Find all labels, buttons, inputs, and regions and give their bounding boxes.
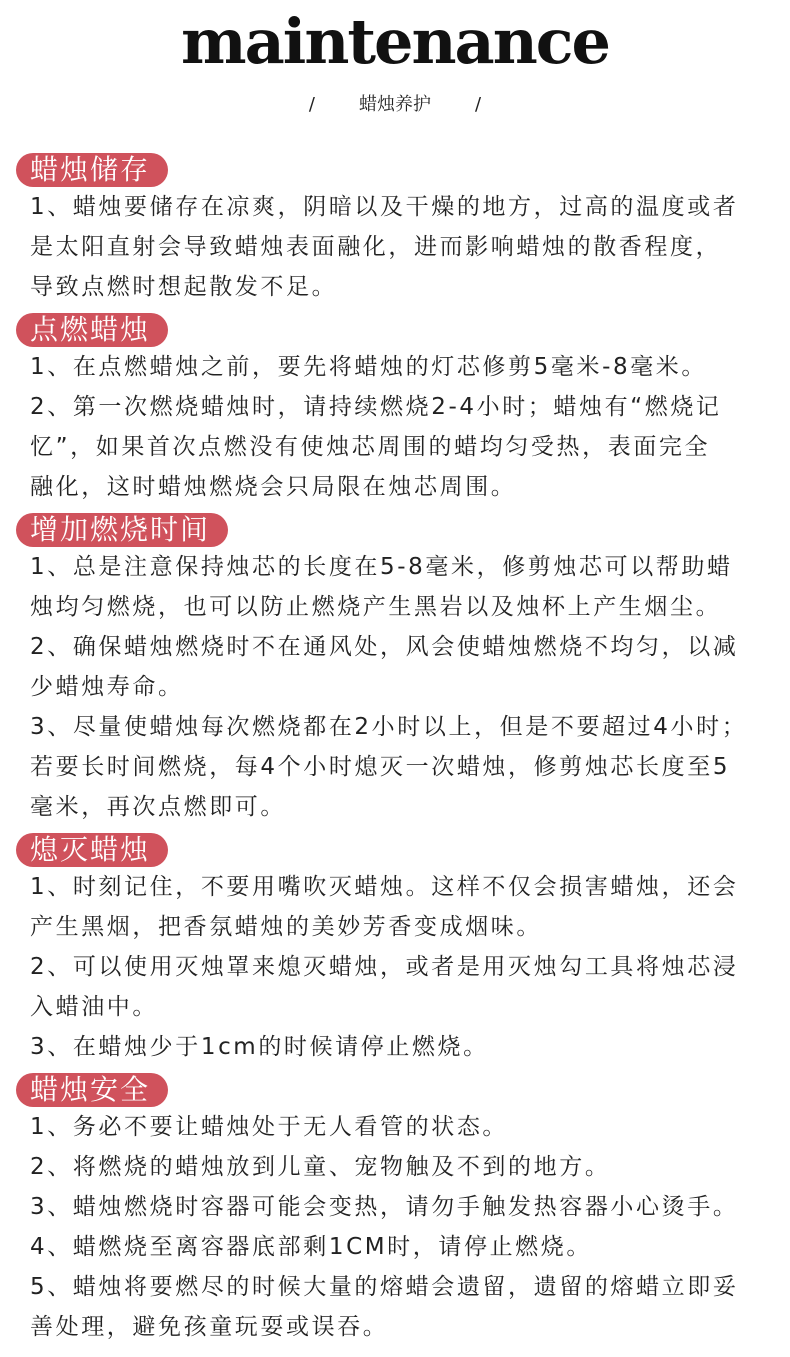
paragraph-line: 烛均匀燃烧，也可以防止燃烧产生黑岩以及烛杯上产生烟尘。: [30, 594, 722, 620]
section-heading: 蜡烛安全: [16, 1073, 168, 1107]
paragraph-line: 产生黑烟，把香氛蜡烛的美妙芳香变成烟味。: [30, 914, 542, 940]
paragraph-line: 毫米，再次点燃即可。: [30, 794, 286, 820]
paragraph-line: 3、尽量使蜡烛每次燃烧都在2小时以上，但是不要超过4小时；: [30, 714, 748, 740]
paragraph-line: 少蜡烛寿命。: [30, 674, 184, 700]
section-heading: 熄灭蜡烛: [16, 833, 168, 867]
paragraph-line: 5、蜡烛将要燃尽的时候大量的熔蜡会遗留，遗留的熔蜡立即妥: [30, 1274, 739, 1300]
subtitle-text: 蜡烛养护: [359, 94, 431, 115]
paragraph-line: 2、可以使用灭烛罩来熄灭蜡烛，或者是用灭烛勾工具将烛芯浸: [30, 954, 739, 980]
paragraph-line: 2、将燃烧的蜡烛放到儿童、宠物触及不到的地方。: [30, 1154, 611, 1180]
paragraph-line: 入蜡油中。: [30, 994, 158, 1020]
section-extinguish: [0, 833, 790, 1067]
paragraph-line: 善处理，避免孩童玩耍或误吞。: [30, 1314, 389, 1340]
section-heading: 增加燃烧时间: [16, 513, 228, 547]
section-storage: [0, 153, 790, 307]
page-subtitle: [0, 90, 790, 116]
paragraph-line: 忆”，如果首次点燃没有使烛芯周围的蜡均匀受热，表面完全: [30, 434, 711, 460]
slash-right: /: [475, 94, 482, 115]
paragraph-line: 3、在蜡烛少于1cm的时候请停止燃烧。: [30, 1034, 489, 1060]
paragraph-line: 融化，这时蜡烛燃烧会只局限在烛芯周围。: [30, 474, 517, 500]
paragraph-line: 1、务必不要让蜡烛处于无人看管的状态。: [30, 1114, 509, 1140]
paragraph-line: 1、总是注意保持烛芯的长度在5-8毫米，修剪烛芯可以帮助蜡: [30, 554, 733, 580]
paragraph-line: 4、蜡燃烧至离容器底部剩1CM时，请停止燃烧。: [30, 1234, 592, 1260]
paragraph-line: 2、确保蜡烛燃烧时不在通风处，风会使蜡烛燃烧不均匀，以减: [30, 634, 739, 660]
page-title: maintenance: [180, 5, 609, 78]
section-heading: 蜡烛储存: [16, 153, 168, 187]
paragraph-line: 导致点燃时想起散发不足。: [30, 274, 338, 300]
slash-left: /: [308, 94, 315, 115]
paragraph-line: 1、时刻记住，不要用嘴吹灭蜡烛。这样不仅会损害蜡烛，还会: [30, 874, 739, 900]
paragraph-line: 是太阳直射会导致蜡烛表面融化，进而影响蜡烛的散香程度，: [30, 234, 722, 260]
paragraph-line: 1、蜡烛要储存在凉爽，阴暗以及干燥的地方，过高的温度或者: [30, 194, 739, 220]
section-burn-time: [0, 513, 790, 827]
paragraph-line: 1、在点燃蜡烛之前，要先将蜡烛的灯芯修剪5毫米-8毫米。: [30, 354, 707, 380]
section-heading: 点燃蜡烛: [16, 313, 168, 347]
paragraph-line: 2、第一次燃烧蜡烛时，请持续燃烧2-4小时；蜡烛有“燃烧记: [30, 394, 722, 420]
paragraph-line: 若要长时间燃烧，每4个小时熄灭一次蜡烛，修剪烛芯长度至5: [30, 754, 731, 780]
section-safety: [0, 1073, 790, 1347]
paragraph-line: 3、蜡烛燃烧时容器可能会变热，请勿手触发热容器小心烫手。: [30, 1194, 739, 1220]
section-lighting: [0, 313, 790, 507]
